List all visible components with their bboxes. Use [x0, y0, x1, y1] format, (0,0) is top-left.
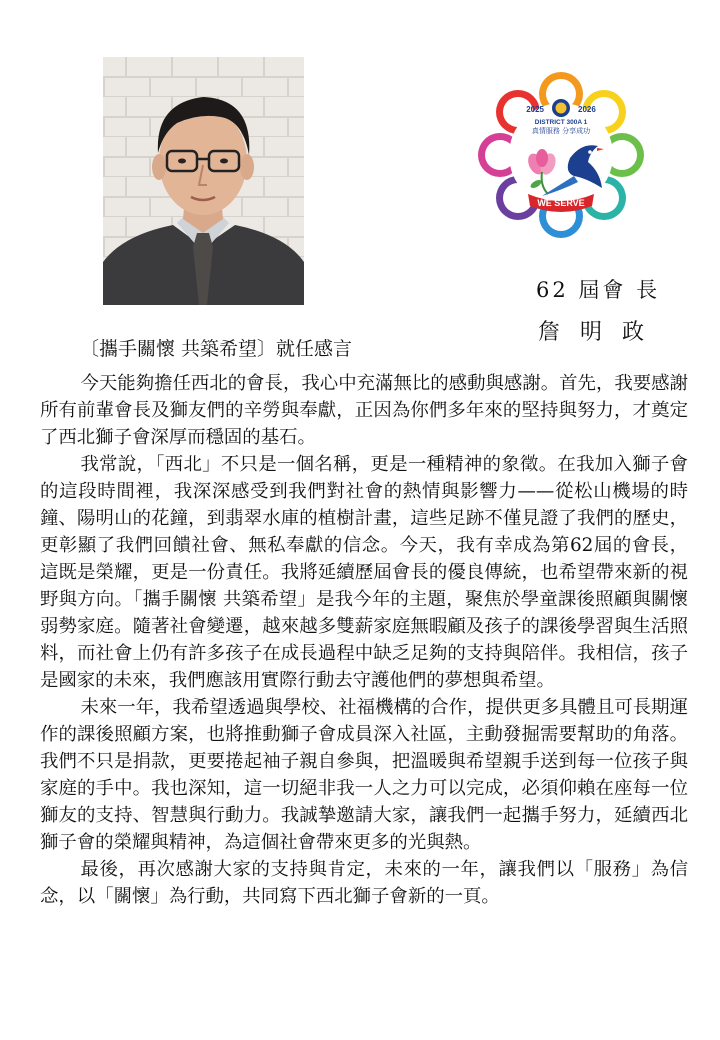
paragraph: 今天能夠擔任西北的會長，我心中充滿無比的感動與感謝。首先，我要感謝所有前輩會長及獅友們的辛勞與奉獻，正因為你們多年來的堅持與努力，才奠定了西北獅子會深厚而穩固的基石。 — [40, 373, 688, 448]
logo-district: DISTRICT 300A 1 — [534, 119, 588, 126]
president-portrait — [103, 57, 304, 305]
article-title: 〔攜手關懷 共築希望〕就任感言 — [80, 338, 353, 360]
paragraph: 未來一年，我希望透過與學校、社福機構的合作，提供更多具體且可長期運作的課後照顧方案，也將推動獅子會成員深入社區，主動發掘需要幫助的角落。我們不只是捐款，更要捲起袖子親自參與，把溫暖與希望親手送到每一位孩子與家庭的手中。我也深知，這一切絕非我一人之力可以完成，必須仰賴在座每一位獅友的支持、智慧與行動力。我誠摯邀請大家，讓我們一起攜手努力，延續西北獅子會的榮耀與精神，為這個社會帶來更多的光與熱。 — [40, 697, 688, 853]
portrait-image — [103, 57, 304, 305]
logo-motto: 真情服務 分享成功 — [531, 127, 591, 135]
article-body — [40, 370, 688, 910]
president-name: 詹明政 — [538, 320, 665, 345]
logo-year-right: 2026 — [578, 105, 596, 114]
paragraph: 最後，再次感謝大家的支持與肯定，未來的一年，讓我們以「服務」為信念，以「關懷」為行動，共同寫下西北獅子會新的一頁。 — [40, 859, 688, 907]
logo-banner-text: WE SERVE — [537, 198, 585, 208]
president-role: 62 屆會 長 — [536, 278, 661, 302]
lions-district-logo — [478, 72, 644, 238]
logo-year-left: 2025 — [526, 105, 544, 114]
paragraph: 我常說，「西北」不只是一個名稱，更是一種精神的象徵。在我加入獅子會的這段時間裡，我深深感受到我們對社會的熱情與影響力——從松山機場的時鐘、陽明山的花鐘，到翡翠水庫的植樹計畫，這些足跡不僅見證了我們的歷史，更彰顯了我們回饋社會、無私奉獻的信念。今天，我有幸成為第62屆的會長，這既是榮耀，更是一份責任。我將延續歷屆會長的優良傳統，也希望帶來新的視野與方向。「攜手關懷 共築希望」是我今年的主題，聚焦於學童課後照顧與關懷弱勢家庭。隨著社會變遷，越來越多雙薪家庭無暇顧及孩子的課後學習與生活照料，而社會上仍有許多孩子在成長過程中缺乏足夠的支持與陪伴。我相信，孩子是國家的未來，我們應該用實際行動去守護他們的夢想與希望。 — [40, 454, 688, 691]
